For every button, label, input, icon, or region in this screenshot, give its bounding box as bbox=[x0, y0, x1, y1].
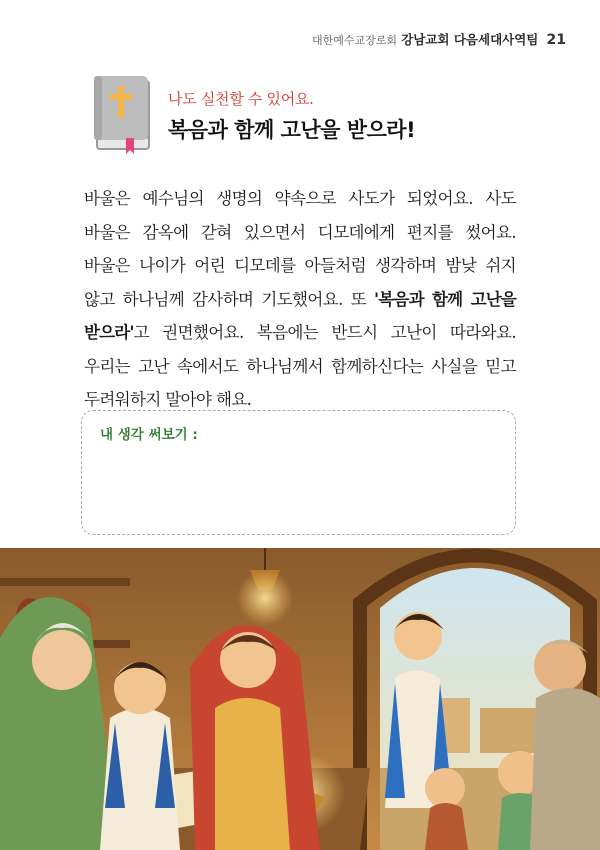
body-text-part2: 고 권면했어요. 복음에는 반드시 고난이 따라와요. 우리는 고난 속에서도 하나님께서 함께하신다는 사실을 믿고 두려워하지 말아야 해요. bbox=[84, 323, 516, 409]
section-title: 복음과 함께 고난을 받으라! bbox=[168, 118, 416, 142]
page-number: 21 bbox=[546, 32, 566, 48]
note-writing-box[interactable] bbox=[81, 410, 516, 535]
header-team: 강남교회 다음세대사역팀 bbox=[401, 32, 539, 47]
bible-story-illustration bbox=[0, 548, 600, 850]
body-emphasis: '복음과 함께 고난을 받으라' bbox=[84, 289, 516, 342]
header-org: 대한예수교장로회 bbox=[312, 34, 398, 47]
page-header bbox=[312, 30, 566, 48]
bible-book-icon bbox=[92, 74, 156, 156]
body-text-part1: 바울은 예수님의 생명의 약속으로 사도가 되었어요. 사도 바울은 감옥에 갇혀 있으면서 디모데에게 편지를 썼어요. 바울은 나이가 어린 디모데를 아들처럼 생각하며 밤낮 쉬지 않고 하나님께 감사하며 기도했어요. 또 bbox=[84, 189, 516, 309]
note-label: 내 생각 써보기 : bbox=[100, 427, 198, 443]
body-paragraph bbox=[84, 182, 516, 417]
section-subtitle: 나도 실천할 수 있어요. bbox=[168, 90, 314, 108]
